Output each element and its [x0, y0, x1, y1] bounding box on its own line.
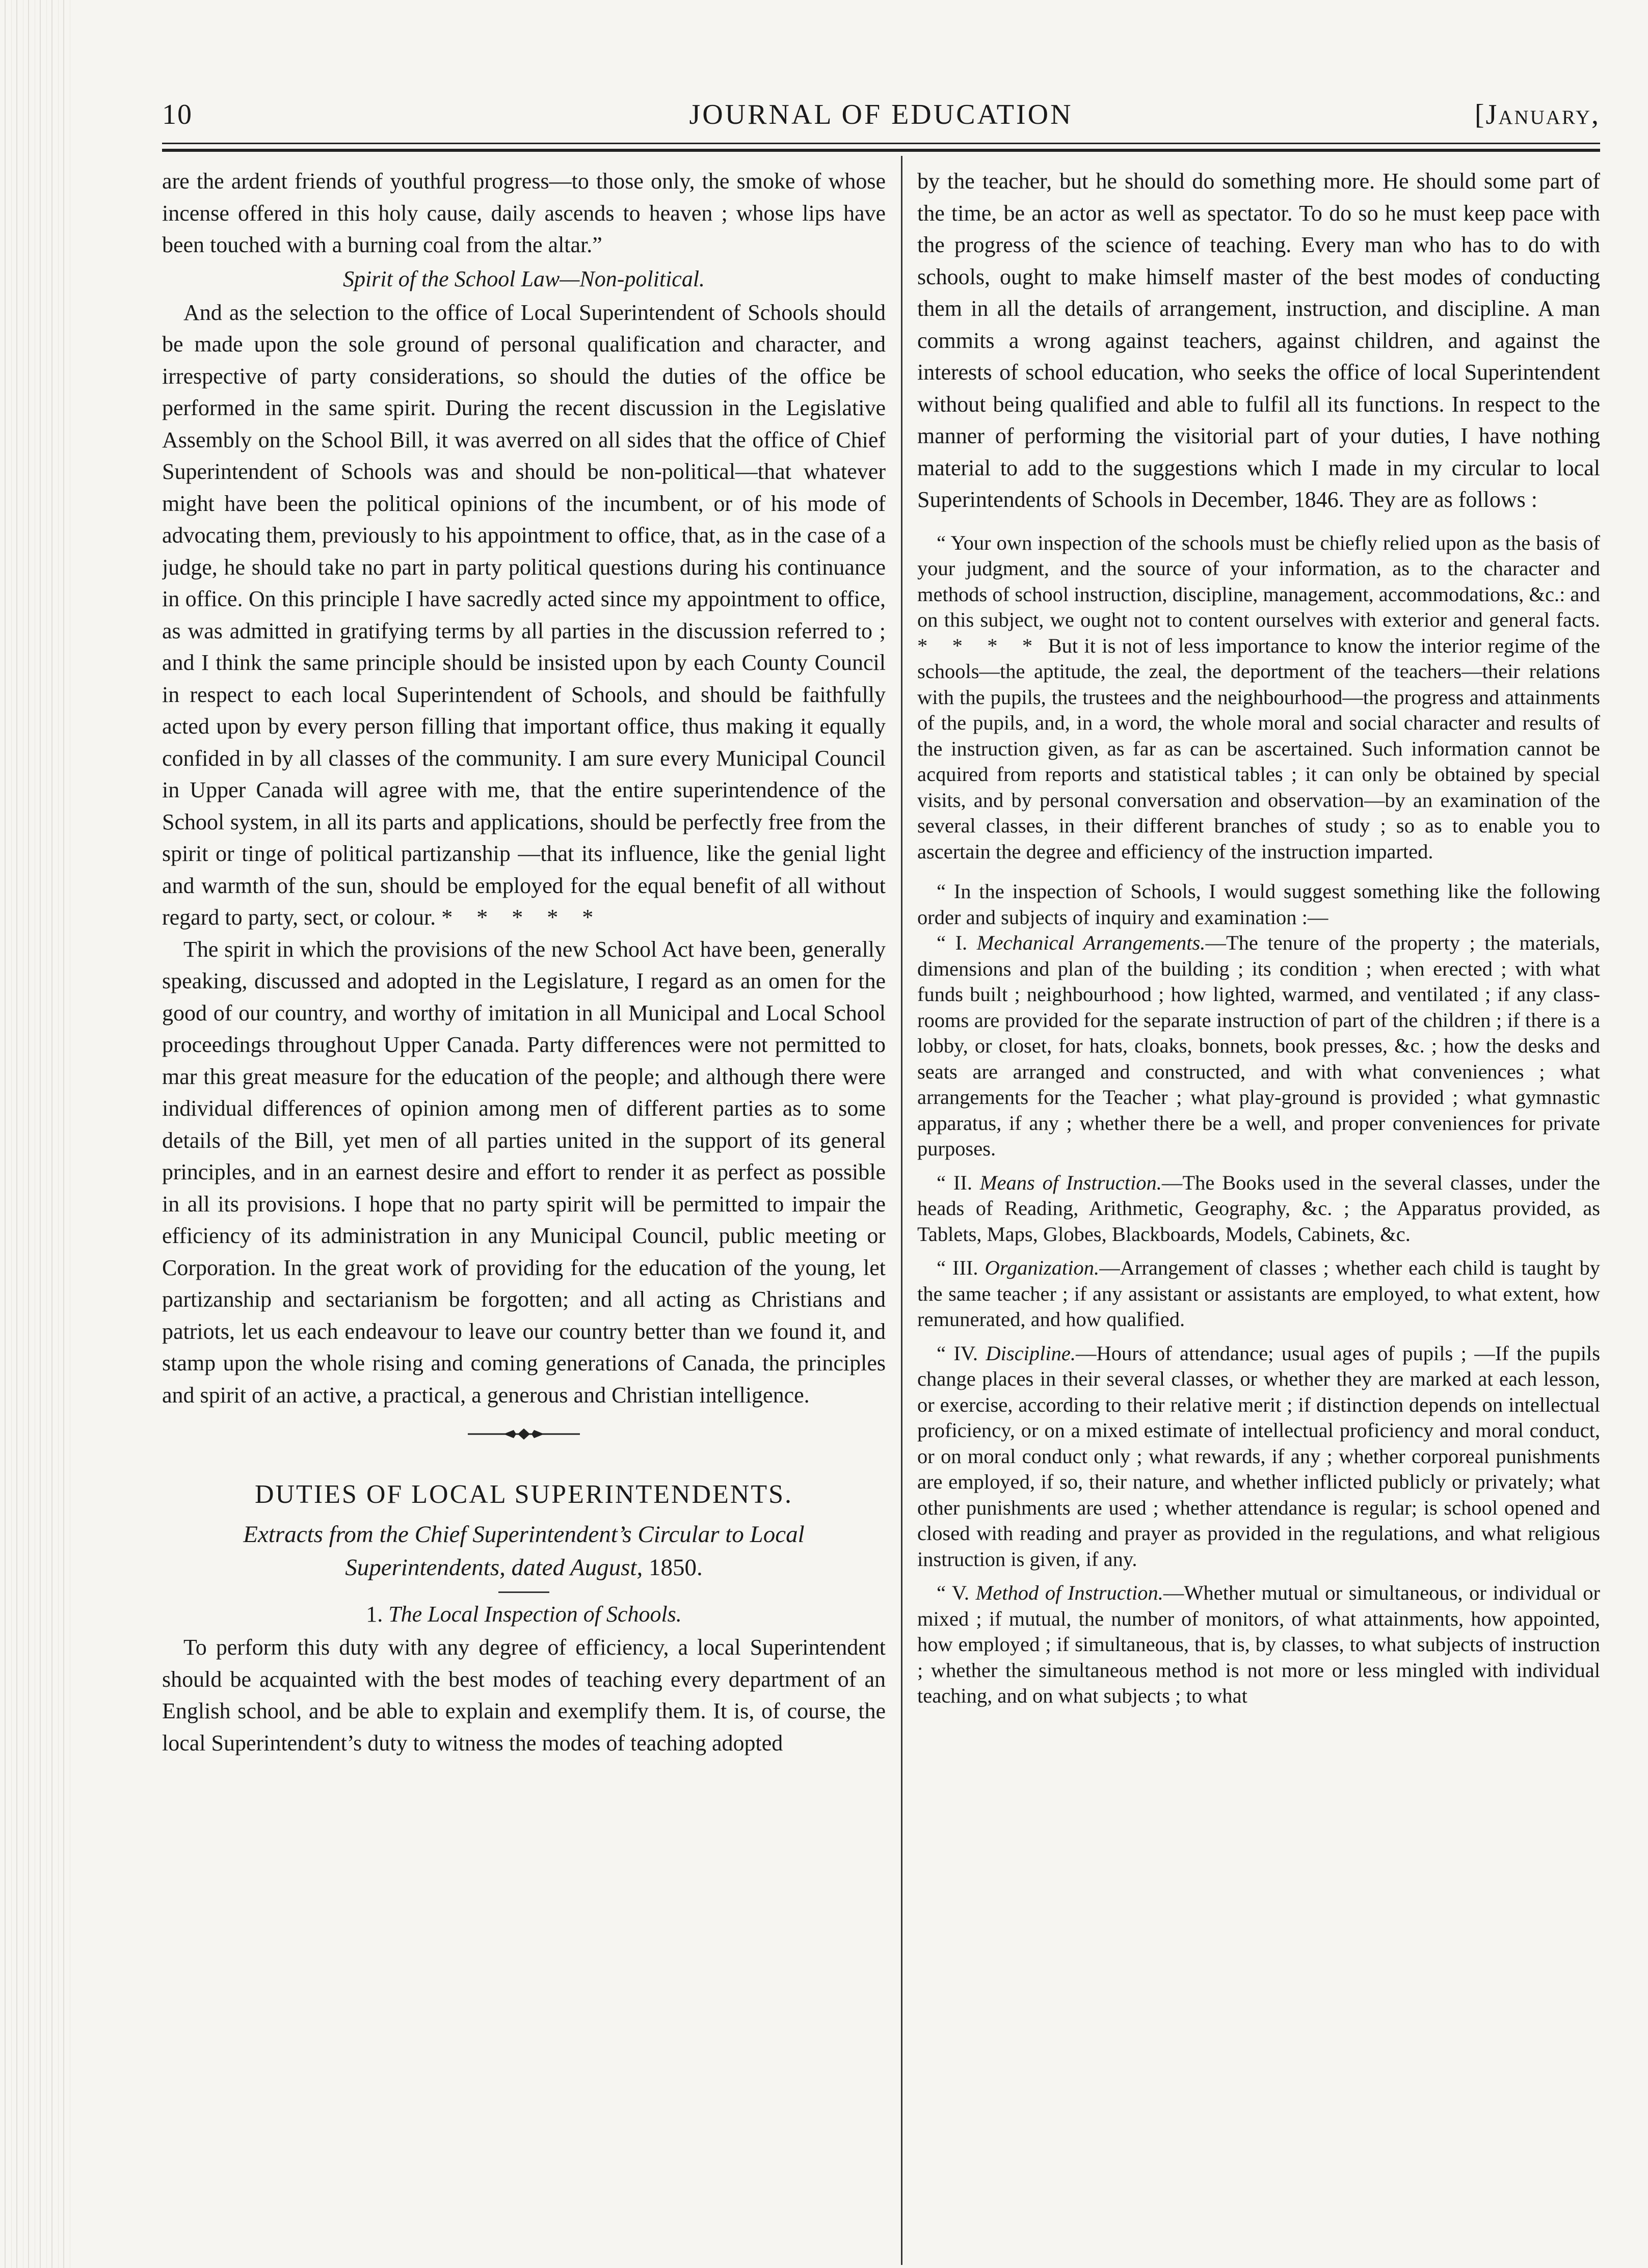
extract-year: 1850.	[648, 1554, 703, 1581]
left-column	[162, 166, 886, 2264]
item-text: —Hours of attendance; usual ages of pupils ; —If the pupils change places in their several classes, or whether they are marked at each lesson, or exercise, according to their relative merit ; if distinction depends on intellectual proficiency, or on a mixed estimate of intellectual proficiency and moral conduct, or on moral conduct only ; what rewards, if any ; whether corporeal punishments are employed, if so, their nature, and whether inflicted publicly or privately; what other punishments are used ; whether attendance is regular; is school opened and closed with reading and prayer as provided in the regulations, and what religious instruction is given, if any.	[917, 1341, 1600, 1571]
item-text: —Arrangement of classes ; whether each child is taught by the same teacher ; if any assistant or assistants are employed, to what extent, how remunerated, and how qualified.	[917, 1256, 1600, 1331]
quote-stars: * * * *	[917, 634, 1042, 657]
running-head	[162, 92, 1600, 138]
section-extract	[162, 1518, 886, 1584]
opening-paragraph: are the ardent friends of youthful progress—to those only, the smoke of whose incense offered in this holy cause, daily ascends to heaven ; whose lips have been touched with a burning coal from the altar.”	[162, 169, 886, 257]
issue-month: [January,	[1474, 99, 1600, 130]
item-text: —Whether mutual or simultaneous, or individual or mixed ; if mutual, the number of monitors, of what attainments, how appointed, how employed ; if simultaneous, that is, by classes, to what subjects of instruction ; whether the simultaneous method is not more or less mingled with individual teaching, and on what subjects ; to what	[917, 1581, 1600, 1707]
item-means-of-instruction	[917, 1170, 1600, 1248]
item-organization	[917, 1255, 1600, 1333]
quote-text-a: “ Your own inspection of the schools must be chiefly relied upon as the basis of your judgment, and the source of your information, as to the character and methods of school instruction, discipline, management, accommodations, &c.: and on this subject, we ought not to content ourselves with exterior and general facts.	[917, 531, 1600, 631]
quote-inspection	[917, 530, 1600, 865]
quote-text-b: But it is not of less importance to know the interior regime of the schools—the aptitude, the zeal, the deportment of the teachers—their relations with the pupils, the trustees and the neighbourhood—the progress and attainments of the pupils, and, in a word, the whole moral and social character and results of the instruction given, as far as can be ascertained. Such information cannot be acquired from reports and statistical tables ; it can only be obtained by special visits, and by personal conversation and observation—by an examination of the several classes, in their different branches of study ; so as to enable you to ascertain the degree and efficiency of the instruction imparted.	[917, 634, 1600, 863]
item-title: Means of Instruction.	[979, 1171, 1162, 1194]
header-rule-thin	[162, 143, 1600, 144]
binding-edge	[0, 0, 71, 2268]
paragraph-text: And as the selection to the office of Local Superintendent of Schools should be made upon the sole ground of personal qualification and character, and irrespective of party considerations, so should the duties of the office be performed in the same spirit. During the recent discussion in the Legislative Assembly on the School Bill, it was averred on all sides that the office of Chief Superintendent of Schools was and should be non-political—that whatever might have been the political opinions of the incumbent, or of his mode of advocating them, previously to his appointment to office, that, as in the case of a judge, he should take no part in party political questions during his continuance in office. On this principle I have sacredly acted since my appointment to office, as was admitted in gratifying terms by all parties in the discussion referred to ; and I think the same principle should be insisted upon by each County Council in respect to each local Superintendent of Schools, and should be faithfully acted upon by every person filling that important office, thus making it equally confided in by all classes of the community. I am sure every Municipal Council in Upper Canada will agree with me, that the entire superintendence of the School system, in all its parts and applications, should be perfectly free from the spirit or tinge of political partizanship —that its influence, like the genial light and warmth of the sun, should be employed for the equal benefit of all without regard to party, sect, or colour.	[162, 300, 886, 930]
paragraph-duty: To perform this duty with any degree of efficiency, a local Superintendent should be acquainted with the best modes of teaching every department of an English school, and be able to explain and exemplify them. It is, of course, the local Superintendent’s duty to witness the modes of teaching adopted	[162, 1635, 886, 1756]
item-title: Organization.	[985, 1256, 1100, 1279]
header-rule-thick	[162, 149, 1600, 152]
item-mechanical-arrangements	[917, 930, 1600, 1162]
item-title: Discipline.	[986, 1341, 1076, 1365]
item-title: Method of Instruction.	[975, 1581, 1163, 1604]
page-number: 10	[162, 99, 193, 130]
item-text: —The Books used in the several classes, under the heads of Reading, Arithmetic, Geography, &c. ; the Apparatus provided, as Tablets, Maps, Globes, Blackboards, Models, Cabinets, &c.	[917, 1171, 1600, 1246]
subheading-non-political: Spirit of the School Law—Non-political.	[342, 266, 705, 291]
item-label: “ V.	[937, 1581, 969, 1604]
item-method-of-instruction	[917, 1580, 1600, 1709]
item-text: —The tenure of the property ; the materials, dimensions and plan of the building ; its condition ; when erected ; with what funds built ; neighbourhood ; how lighted, warmed, and ventilated ; if any class-rooms are provided for the separate instruction of part of the children ; if there is a lobby, or closet, for hats, cloaks, bonnets, book presses, &c. ; how the desks and seats are arranged and constructed, and with what conveniences ; what arrangements for the Teacher ; what play-ground is provided ; what gymnastic apparatus, if any ; whether there be a well, and proper conveniences for private purposes.	[917, 931, 1600, 1160]
extract-text: Extracts from the Chief Superintendent’s Circular to Local Superintendents, dated August,	[243, 1521, 805, 1581]
paragraph-continued: by the teacher, but he should do something more. He should some part of the time, be an actor as well as spectator. To do so he must keep pace with the progress of the science of teaching. Every man who has to do with schools, ought to make himself master of the best modes of conducting them in all the details of arrangement, instruction, and discipline. A man commits a wrong against teachers, against children, and against the interests of school education, who seeks the office of local Superintendent without being qualified and able to fulfil all its functions. In respect to the manner of performing the visitorial part of your duties, I have nothing material to add to the suggestions which I made in my circular to local Superintendents of Schools in December, 1846. They are as follows :	[917, 169, 1600, 512]
ornament-icon	[468, 1426, 580, 1442]
journal-title: JOURNAL OF EDUCATION	[689, 99, 1073, 130]
item-title: Mechanical Arrangements.	[976, 931, 1206, 954]
item-label: “ II.	[937, 1171, 972, 1194]
item-label: “ I.	[937, 931, 968, 954]
section-title: DUTIES OF LOCAL SUPERINTENDENTS.	[254, 1480, 793, 1509]
quote-order-of-inquiry: “ In the inspection of Schools, I would suggest something like the following order and subjects of inquiry and examination :—	[917, 880, 1600, 929]
ellipsis-stars: * * * * *	[441, 905, 603, 930]
subheading-local-inspection	[162, 1597, 886, 1632]
short-rule	[498, 1591, 549, 1593]
subheading-text: The Local Inspection of Schools.	[388, 1602, 682, 1627]
right-column	[917, 166, 1600, 2264]
item-label: “ IV.	[937, 1341, 978, 1365]
subheading-number: 1.	[366, 1602, 383, 1627]
item-discipline	[917, 1341, 1600, 1573]
section-ornament	[162, 1426, 886, 1462]
paragraph-non-political	[162, 297, 886, 934]
item-label: “ III.	[937, 1256, 978, 1279]
paragraph-school-act: The spirit in which the provisions of the new School Act have been, generally speaking, discussed and adopted in the Legislature, I regard as an omen for the good of our country, and worthy of imitation in all Municipal and Local School proceedings throughout Upper Canada. Party differences were not permitted to mar this great measure for the education of the people; and although there were individual differences of opinion among men of different parties as to some details of the Bill, yet men of all parties united in the support of its general principles, and in an earnest desire and effort to render it as perfect as possible in all its provisions. I hope that no party spirit will be permitted to impair the efficiency of its administration in any Municipal Council, public meeting or Corporation. In the great work of providing for the education of the young, let partizanship and sectarianism be forgotten; and all acting as Christians and patriots, let us each endeavour to leave our country better than we found it, and stamp upon the whole rising and coming generations of Canada, the principles and spirit of an active, a practical, a generous and Christian intelligence.	[162, 936, 886, 1408]
column-divider	[901, 156, 902, 2265]
